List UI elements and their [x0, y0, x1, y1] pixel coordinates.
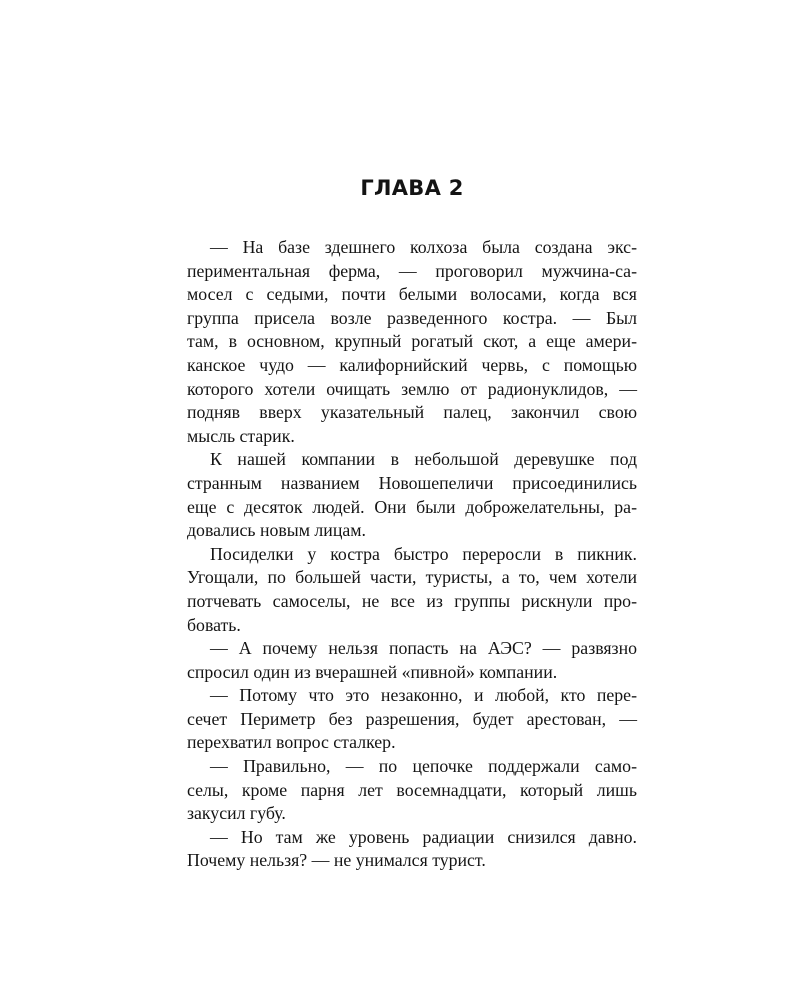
- text-line: мосел с седыми, почти белыми волосами, когда вся: [187, 284, 637, 305]
- text-line: группа присела возле разведенного костра. — Был: [187, 307, 637, 328]
- chapter-body: [187, 236, 637, 873]
- text-line: селы, кроме парня лет восемнадцати, который лишь: [187, 779, 637, 800]
- text-line: перехватил вопрос сталкер.: [187, 732, 396, 753]
- paragraph-2: [187, 448, 637, 542]
- text-line: — На базе здешнего колхоза была создана экс-: [210, 237, 637, 257]
- text-line: мысль старик.: [187, 425, 295, 446]
- text-line: канское чудо — калифорнийский червь, с помощью: [187, 354, 637, 375]
- text-line: периментальная ферма, — проговорил мужчина-са-: [187, 260, 637, 281]
- text-line: Почему нельзя? — не унимался турист.: [187, 850, 486, 871]
- text-line: сечет Периметр без разрешения, будет арестован, —: [187, 708, 637, 729]
- text-line: бовать.: [187, 614, 241, 635]
- text-line: довались новым лицам.: [187, 520, 366, 541]
- chapter-title: ГЛАВА 2: [360, 176, 464, 200]
- text-line: закусил губу.: [187, 803, 286, 824]
- text-line: потчевать самоселы, не все из группы рискнули про-: [187, 590, 637, 611]
- text-line: там, в основном, крупный рогатый скот, а еще амери-: [187, 331, 637, 352]
- paragraph-6: [187, 755, 637, 826]
- text-line: странным названием Новошепеличи присоединились: [187, 472, 637, 493]
- text-line: спросил один из вчерашней «пивной» компании.: [187, 661, 558, 682]
- text-line: — А почему нельзя попасть на АЭС? — развязно: [210, 638, 637, 659]
- text-line: — Правильно, — по цепочке поддержали само-: [210, 756, 637, 777]
- text-line: — Потому что это незаконно, и любой, кто пере-: [210, 685, 637, 706]
- text-line: еще с десяток людей. Они были доброжелательны, ра-: [187, 496, 637, 517]
- paragraph-3: [187, 543, 637, 637]
- paragraph-5: [187, 684, 637, 755]
- text-line: — Но там же уровень радиации снизился давно.: [210, 826, 637, 847]
- text-line: которого хотели очищать землю от радионуклидов, —: [187, 378, 637, 399]
- text-line: Угощали, по большей части, туристы, а то, чем хотели: [187, 567, 637, 588]
- text-line: Посиделки у костра быстро переросли в пикник.: [210, 543, 637, 564]
- paragraph-1: [187, 236, 637, 448]
- text-line: К нашей компании в небольшой деревушке под: [210, 449, 637, 470]
- text-line: подняв вверх указательный палец, закончил свою: [187, 402, 637, 423]
- paragraph-4: [187, 637, 637, 684]
- paragraph-7: [187, 826, 637, 873]
